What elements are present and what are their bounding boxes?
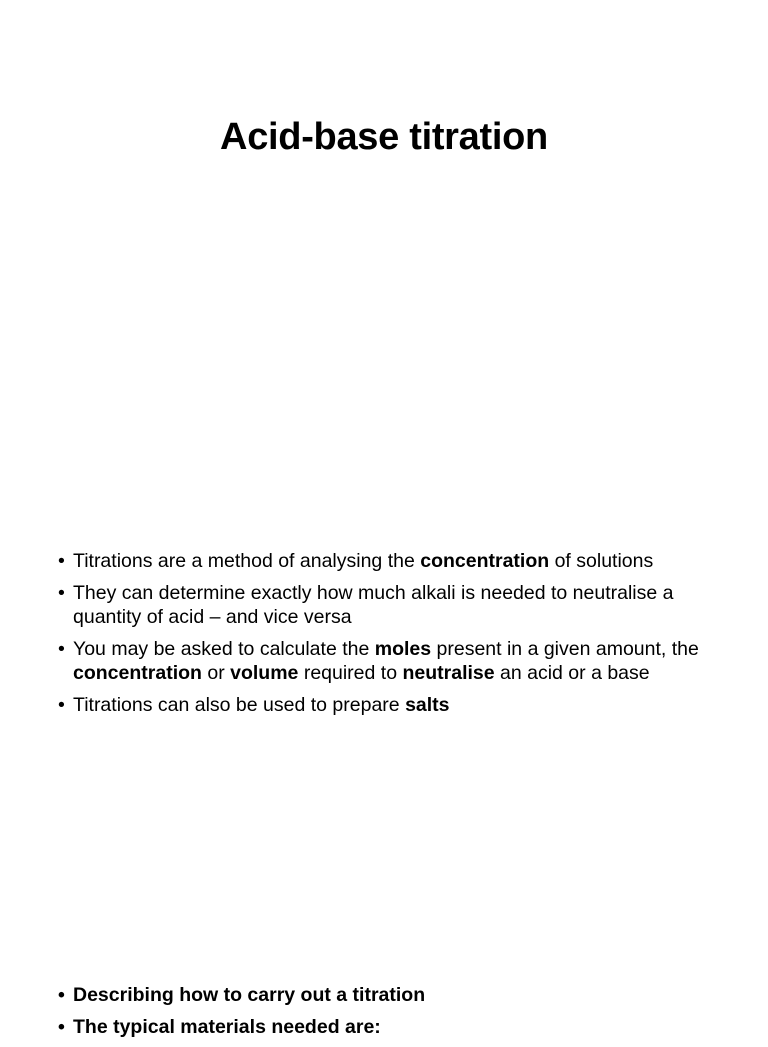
bullet-list — [56, 549, 746, 725]
bullet-text: of solutions — [549, 550, 654, 572]
bullet-item — [56, 549, 746, 573]
bullet-bold-text: neutralise — [402, 662, 495, 684]
bullet-text: or — [201, 662, 231, 684]
bullet-item — [56, 581, 746, 629]
bullet-text: required to — [298, 662, 403, 684]
bullet-bold-text: salts — [405, 694, 450, 716]
bottom-bullet-item: • The typical materials needed are: — [56, 1015, 746, 1039]
bullet-item — [56, 693, 746, 717]
bullet-bold-text: concentration — [420, 550, 550, 572]
bullet-text: an acid or a base — [494, 662, 650, 684]
bullet-bold-text: volume — [230, 662, 299, 684]
bottom-bullet-item: • Describing how to carry out a titration — [56, 983, 746, 1007]
bullet-text: Titrations are a method of analysing the — [73, 550, 421, 572]
bottom-bullet-list — [56, 983, 746, 1047]
bullet-text: They can determine exactly how much alkali is needed to neutralise a quantity of acid – and vice versa — [73, 582, 674, 628]
bullet-text: Titrations can also be used to prepare — [73, 694, 406, 716]
bullet-bold-text: concentration — [73, 662, 202, 684]
bullet-text: present in a given amount, the — [431, 638, 699, 660]
slide-title: Acid-base titration — [220, 116, 548, 158]
bullet-text: You may be asked to calculate the — [73, 638, 375, 660]
bullet-bold-text: moles — [374, 638, 432, 660]
bullet-item — [56, 637, 746, 685]
